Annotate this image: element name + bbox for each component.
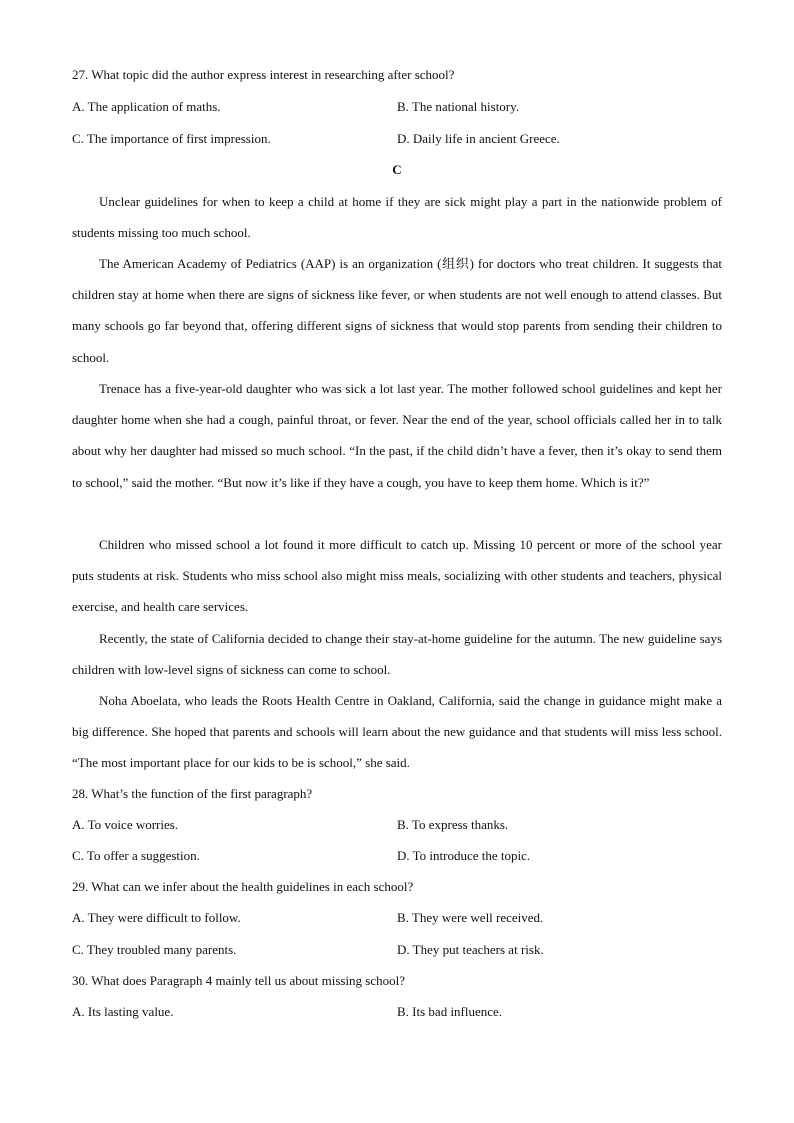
q27-option-d: D. Daily life in ancient Greece. bbox=[397, 131, 560, 146]
q28-option-c: C. To offer a suggestion. bbox=[72, 848, 200, 863]
passage-paragraph-6: Noha Aboelata, who leads the Roots Health Centre in Oakland, California, said the change in guidance might make a big difference. She hoped that parents and schools will learn about the new guidance and that students will miss less school. “The most important place for our kids to be is school,” she said. bbox=[72, 693, 722, 771]
q28-option-b: B. To express thanks. bbox=[397, 817, 509, 832]
q27-question: 27. What topic did the author express interest in researching after school? bbox=[72, 67, 455, 82]
passage-paragraph-2: The American Academy of Pediatrics (AAP) is an organization (组织) for doctors who treat children. It suggests that children stay at home when there are signs of sickness like fever, or when students are not well enough to attend classes. But many schools go far beyond that, offering different signs of sickness that would stop parents from sending their children to school. bbox=[72, 256, 722, 365]
q29-question: 29. What can we infer about the health guidelines in each school? bbox=[72, 879, 414, 894]
q30-option-a: A. Its lasting value. bbox=[72, 1004, 174, 1019]
section-heading: C bbox=[392, 162, 402, 177]
q28-option-a: A. To voice worries. bbox=[72, 817, 179, 832]
q29-option-a: A. They were difficult to follow. bbox=[72, 910, 241, 925]
passage-paragraph-3: Trenace has a five-year-old daughter who was sick a lot last year. The mother followed school guidelines and kept her daughter home when she had a cough, painful throat, or fever. Near the end of the year, school officials called her in to talk about why her daughter had missed so much school. “In the past, if the child didn’t have a fever, then it’s okay to send them to school,” said the mother. “But now it’s like if they have a cough, you have to keep them home. Which is it?” bbox=[72, 381, 722, 490]
q30-option-b: B. Its bad influence. bbox=[397, 1004, 503, 1019]
q28-question: 28. What’s the function of the first paragraph? bbox=[72, 786, 313, 801]
q27-option-c: C. The importance of first impression. bbox=[72, 131, 271, 146]
q27-option-a: A. The application of maths. bbox=[72, 99, 221, 114]
q28-option-d: D. To introduce the topic. bbox=[397, 848, 531, 863]
passage-paragraph-5: Recently, the state of California decided to change their stay-at-home guideline for the autumn. The new guideline says children with low-level signs of sickness can come to school. bbox=[72, 631, 722, 678]
q30-question: 30. What does Paragraph 4 mainly tell us about missing school? bbox=[72, 973, 406, 988]
q29-option-c: C. They troubled many parents. bbox=[72, 942, 237, 957]
passage-paragraph-1: Unclear guidelines for when to keep a child at home if they are sick might play a part in the nationwide problem of students missing too much school. bbox=[72, 194, 722, 241]
q27-option-b: B. The national history. bbox=[397, 99, 520, 114]
passage-paragraph-4: Children who missed school a lot found it more difficult to catch up. Missing 10 percent or more of the school year puts students at risk. Students who miss school also might miss meals, socializing with other students and teachers, physical exercise, and health care services. bbox=[72, 537, 722, 615]
q29-option-d: D. They put teachers at risk. bbox=[397, 942, 544, 957]
q29-option-b: B. They were well received. bbox=[397, 910, 544, 925]
